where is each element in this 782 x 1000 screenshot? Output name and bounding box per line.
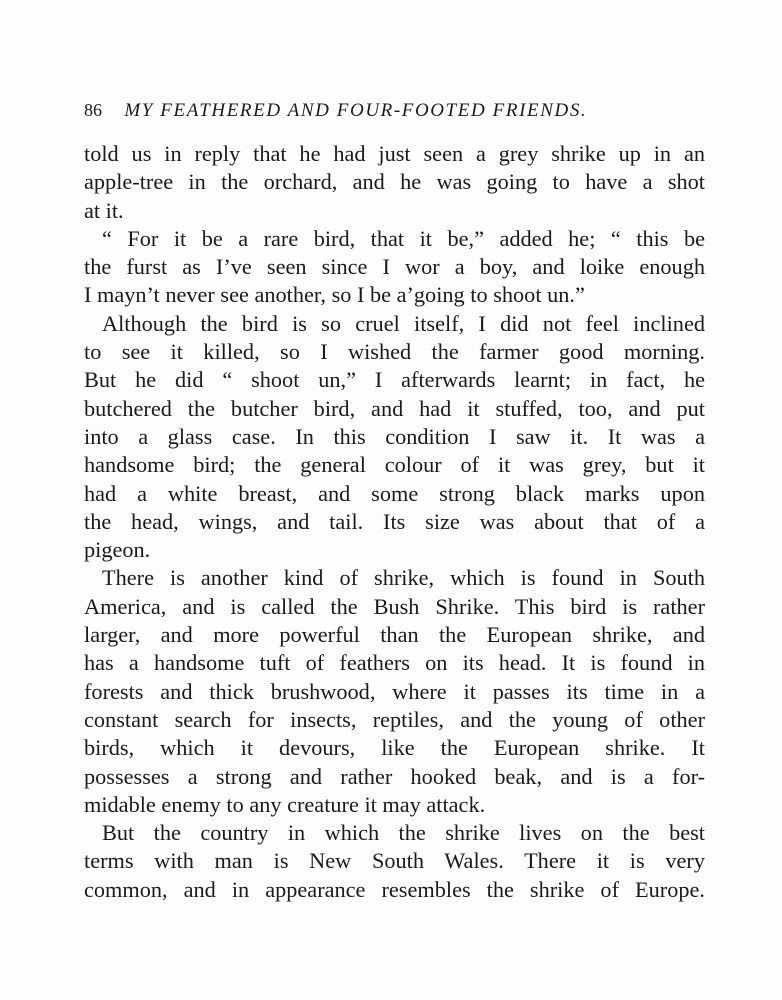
text-line: Although the bird is so cruel itself, I did not feel inclined xyxy=(102,310,705,336)
text-line: the furst as I’ve seen since I wor a boy, and loike enough xyxy=(84,254,705,280)
text-line: at it. xyxy=(84,197,124,223)
text-line: America, and is called the Bush Shrike. This bird is rather xyxy=(84,593,705,619)
text-line: butchered the butcher bird, and had it stuffed, too, and put xyxy=(84,395,705,421)
running-title: MY FEATHERED AND FOUR-FOOTED FRIENDS. xyxy=(124,100,588,121)
body-text xyxy=(84,140,705,904)
text-line: I mayn’t never see another, so I be a’going to shoot un.” xyxy=(84,282,585,308)
text-line: But he did “ shoot un,” I afterwards learnt; in fact, he xyxy=(84,367,705,393)
text-line: forests and thick brushwood, where it passes its time in a xyxy=(84,678,705,704)
text-line: had a white breast, and some strong black marks upon xyxy=(84,480,705,506)
text-line: into a glass case. In this condition I saw it. It was a xyxy=(84,423,705,449)
text-line: “ For it be a rare bird, that it be,” added he; “ this be xyxy=(102,225,705,251)
text-line: midable enemy to any creature it may attack. xyxy=(84,791,486,817)
text-line: common, and in appearance resembles the shrike of Europe. xyxy=(84,876,705,902)
text-line: constant search for insects, reptiles, and the young of other xyxy=(84,706,705,732)
text-line: handsome bird; the general colour of it was grey, but it xyxy=(84,452,705,478)
text-line: There is another kind of shrike, which is found in South xyxy=(102,565,705,591)
page-number: 86 xyxy=(84,100,102,120)
text-line: But the country in which the shrike lives on the best xyxy=(102,820,705,846)
text-line: larger, and more powerful than the European shrike, and xyxy=(84,622,705,648)
text-line: the head, wings, and tail. Its size was about that of a xyxy=(84,508,705,534)
text-line: terms with man is New South Wales. There it is very xyxy=(84,848,705,874)
text-line: possesses a strong and rather hooked beak, and is a for- xyxy=(84,763,705,789)
text-line: has a handsome tuft of feathers on its head. It is found in xyxy=(84,650,705,676)
text-line: to see it killed, so I wished the farmer good morning. xyxy=(84,339,705,365)
text-line: told us in reply that he had just seen a grey shrike up in an xyxy=(84,141,705,166)
running-header xyxy=(84,100,705,122)
text-line: pigeon. xyxy=(84,537,151,563)
text-line: apple-tree in the orchard, and he was going to have a shot xyxy=(84,169,705,195)
text-line: birds, which it devours, like the European shrike. It xyxy=(84,735,705,761)
